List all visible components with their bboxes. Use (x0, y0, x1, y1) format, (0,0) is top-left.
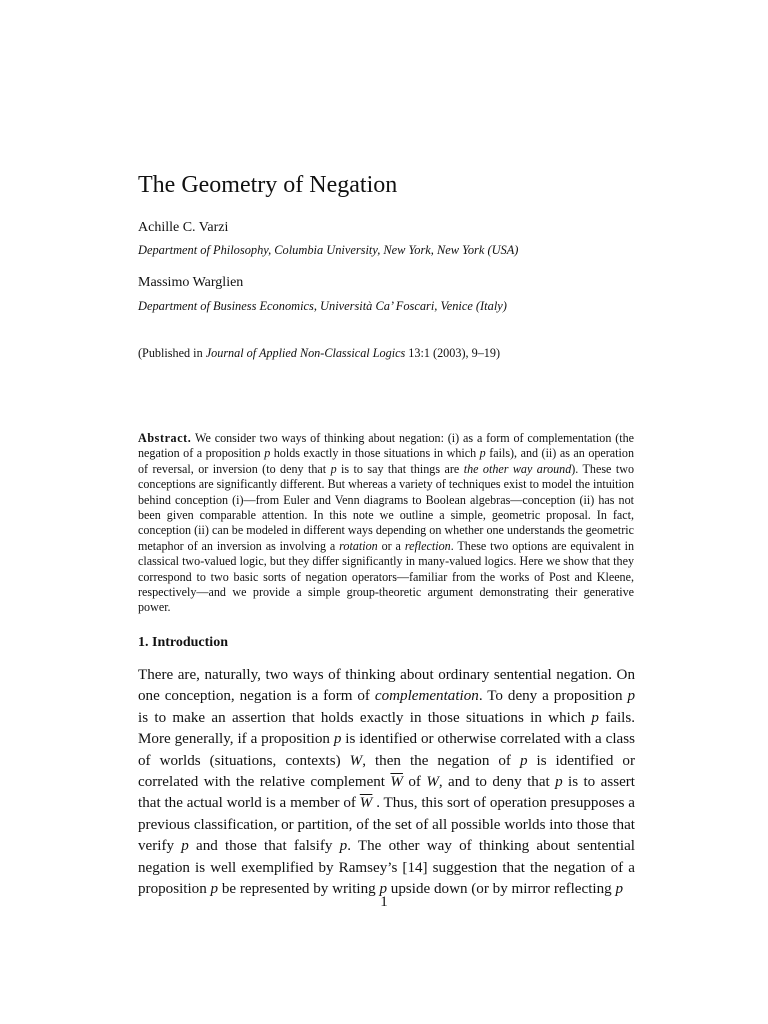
italic-text: p (333, 731, 342, 748)
text-segment: and those that falsify (188, 838, 340, 855)
text-segment: or a (377, 538, 405, 553)
text-segment: is to assert that the actual world is a member of (138, 774, 635, 812)
italic-text: p (181, 838, 189, 855)
italic-text: reflection (404, 538, 451, 553)
text-segment: is identified or otherwise correlated with a class of worlds (situations, contexts) (138, 731, 635, 769)
author-affiliation: Department of Business Economics, Università Ca’ Foscari, Venice (Italy) (138, 299, 507, 313)
italic-text: p (479, 446, 486, 461)
author-name: Achille C. Varzi (138, 220, 229, 235)
italic-text: p (519, 752, 528, 769)
italic-text: W (426, 774, 439, 791)
text-segment: be represented by writing (218, 881, 380, 898)
text-segment: There are, naturally, two ways of thinking about ordinary sentential negation. On one conception, negation is a form of (138, 667, 635, 705)
text-segment: is identified or correlated with the relative complement (138, 752, 635, 791)
italic-text: W (349, 752, 363, 769)
italic-text: p (379, 881, 388, 898)
text-segment: fails. More generally, if a proposition (138, 709, 635, 748)
text-segment: is to say that things are (336, 461, 464, 476)
page-number: 1 (380, 894, 388, 910)
abstract-label: Abstract. (138, 431, 192, 445)
text-segment: . These two options are equivalent in classical two-valued logic, but they differ significantly in many-valued logics. Here we show that they correspond to two basic sorts of negation operators—familiar from the works of Post and Kleene, respectively—and we provide a simple group-theoretic argument demonstrating their generative power. (138, 538, 635, 615)
italic-text: rotation (339, 538, 378, 553)
author-affiliation: Department of Philosophy, Columbia University, New York, New York (USA) (138, 243, 519, 257)
complement-symbol: $\overline{W}$ (359, 795, 373, 812)
italic-text: p (591, 709, 599, 726)
text-segment: of (402, 774, 427, 791)
text-segment: We consider two ways of thinking about negation: (i) as a form of complementation (the negation of a proposition (138, 431, 634, 461)
text-segment: . Thus, this sort of operation presupposes a previous classification, or partition, of the set of all possible worlds into those that verify (138, 795, 635, 855)
italic-text: p (210, 881, 219, 898)
publication-suffix: 13:1 (2003), 9–19) (405, 346, 501, 360)
abstract (138, 431, 634, 616)
publication-note (138, 346, 500, 361)
text-segment: fails), and (ii) as an operation of reversal, or inversion (to deny that (138, 446, 634, 476)
text-segment: , and to deny that (438, 774, 556, 791)
text-segment: . To deny a proposition (478, 688, 628, 705)
text-segment: , then the negation of (362, 752, 520, 769)
complement-symbol: $\overline{W}$ (390, 774, 403, 791)
text-segment: ). These two conceptions are significantly different. But whereas a variety of techniques exist to model the intuition behind conception (i)—from Euler and Venn diagrams to Boolean algebras—conception (ii) has not been given comparable attention. In this note we outline a simple, geometric proposal. In fact, conception (ii) can be modeled in different ways depending on whether one understands the geometric metaphor of an inversion as involving a (138, 461, 634, 553)
publication-prefix: (Published in (138, 346, 206, 360)
text-segment: . The other way of thinking about sentential negation is well exemplified by Ramsey’s [14] suggestion that the negation of a proposition (138, 838, 635, 898)
journal-name: Journal of Applied Non-Classical Logics (205, 346, 406, 360)
italic-text: p (615, 881, 624, 898)
author-name: Massimo Warglien (138, 275, 244, 290)
italic-text: p (264, 446, 271, 461)
italic-text: complementation (374, 688, 479, 705)
text-segment: is to make an assertion that holds exactly in those situations in which (138, 709, 592, 726)
section-heading: 1. Introduction (138, 635, 228, 650)
text-segment: holds exactly in those situations in which (270, 446, 480, 461)
italic-text: p (555, 774, 563, 791)
introduction-paragraph (138, 665, 635, 900)
abstract-body (138, 431, 634, 614)
italic-text: the other way around (463, 461, 572, 476)
paper-title: The Geometry of Negation (138, 172, 398, 198)
italic-text: p (330, 461, 337, 476)
italic-text: p (339, 838, 348, 855)
text-segment: upside down (or by mirror reflecting (387, 881, 616, 898)
italic-text: p (627, 688, 635, 705)
